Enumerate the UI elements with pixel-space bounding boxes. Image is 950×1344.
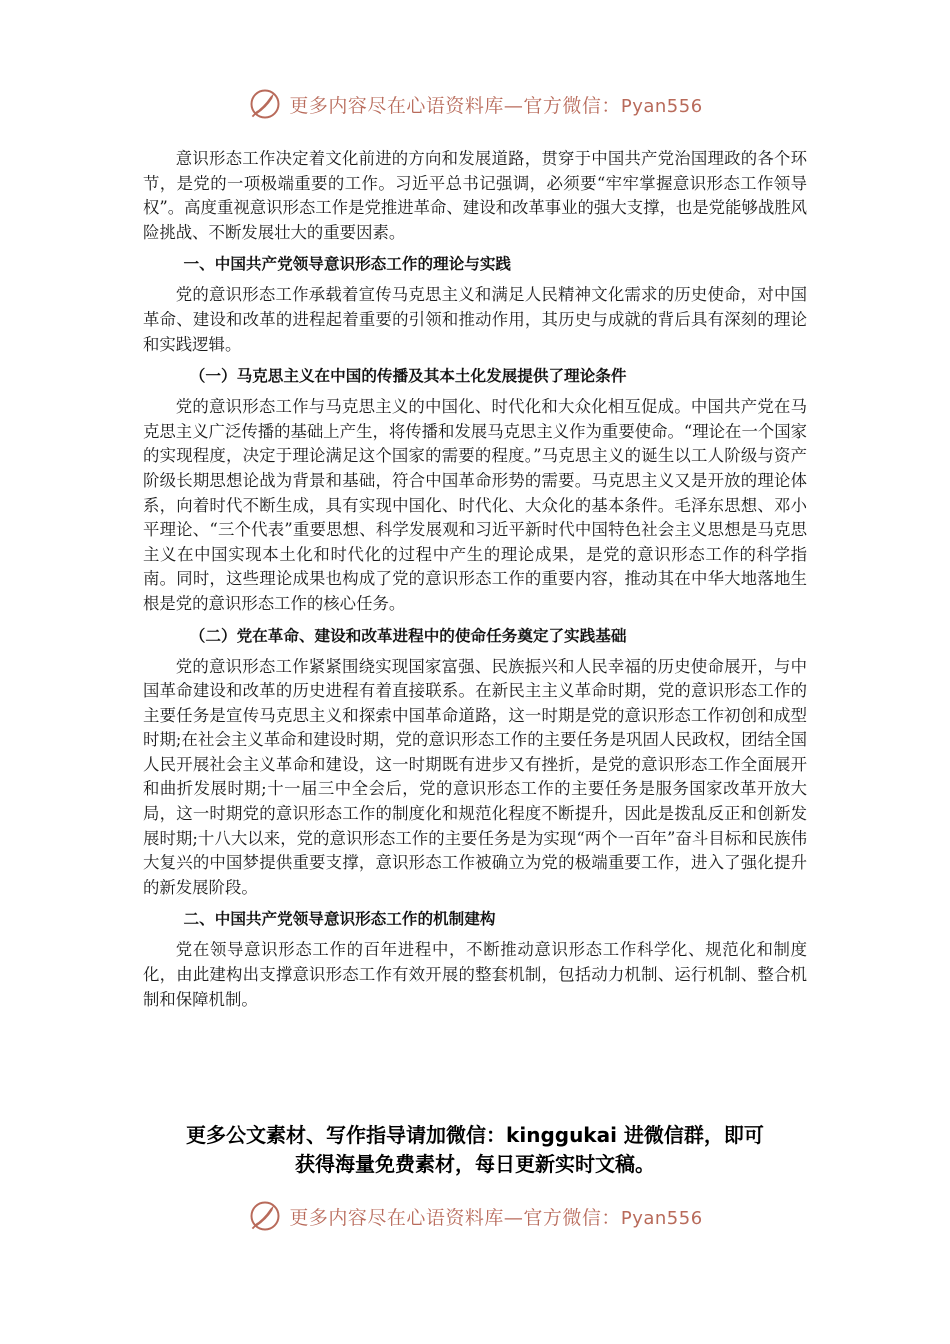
pen-logo-icon — [247, 1198, 283, 1234]
subsection-1-paragraph: 党的意识形态工作与马克思主义的中国化、时代化和大众化相互促成。中国共产党在马克思主义广泛传播的基础上产生，将传播和发展马克思主义作为重要使命。“理论在一个国家的实现程度，决定于理论满足这个国家的需要的程度。”马克思主义的诞生以工人阶级与资产阶级长期思想论战为背景和基础，符合中国革命形势的需要。马克思主义又是开放的理论体系，向着时代不断生成，具有实现中国化、时代化、大众化的基本条件。毛泽东思想、邓小平理论、“三个代表”重要思想、科学发展观和习近平新时代中国特色社会主义思想是马克思主义在中国实现本土化和时代化的过程中产生的理论成果，是党的意识形态工作的科学指南。同时，这些理论成果也构成了党的意识形态工作的重要内容，推动其在中华大地落地生根是党的意识形态工作的核心任务。 — [143, 397, 808, 613]
footer-watermark — [0, 1196, 950, 1236]
subsection-2-heading: （二）党在革命、建设和改革进程中的使命任务奠定了实践基础 — [189, 626, 627, 645]
document-body — [143, 147, 807, 1012]
watermark-wechat-id: Pyan556 — [620, 1207, 703, 1229]
subsection-1-heading: （一）马克思主义在中国的传播及其本土化发展提供了理论条件 — [189, 367, 627, 386]
section-2-paragraph: 党在领导意识形态工作的百年进程中，不断推动意识形态工作科学化、规范化和制度化，由此建构出支撑意识形态工作有效开展的整套机制，包括动力机制、运行机制、整合机制和保障机制。 — [143, 940, 807, 1009]
section-1-heading: 一、中国共产党领导意识形态工作的理论与实践 — [183, 255, 512, 274]
pen-logo-icon — [247, 86, 283, 122]
watermark-label: 更多内容尽在心语资料库—官方微信：Pyan556 — [289, 1206, 703, 1229]
section-2-heading: 二、中国共产党领导意识形态工作的机制建构 — [183, 910, 496, 929]
section-1-paragraph: 党的意识形态工作承载着宣传马克思主义和满足人民精神文化需求的历史使命，对中国革命、建设和改革的进程起着重要的引领和推动作用，其历史与成就的背后具有深刻的理论和实践逻辑。 — [143, 285, 807, 354]
promo-line-1: 更多公文素材、写作指导请加微信：kinggukai 进微信群，即可 — [186, 1123, 764, 1147]
header-watermark — [0, 84, 950, 124]
watermark-wechat-id: Pyan556 — [620, 95, 703, 117]
promo-line-2: 获得海量免费素材，每日更新实时文稿。 — [295, 1152, 655, 1176]
subsection-2-paragraph: 党的意识形态工作紧紧围绕实现国家富强、民族振兴和人民幸福的历史使命展开，与中国革命建设和改革的历史进程有着直接联系。在新民主主义革命时期，党的意识形态工作的主要任务是宣传马克思主义和探索中国革命道路，这一时期是党的意识形态工作初创和成型时期;在社会主义革命和建设时期，党的意识形态工作的主要任务是巩固人民政权，团结全国人民开展社会主义革命和建设，这一时期既有进步又有挫折，是党的意识形态工作全面展开和曲折发展时期;十一届三中全会后，党的意识形态工作的主要任务是服务国家改革开放大局，这一时期党的意识形态工作的制度化和规范化程度不断提升，因此是拨乱反正和创新发展时期;十八大以来，党的意识形态工作的主要任务是为实现“两个一百年”奋斗目标和民族伟大复兴的中国梦提供重要支撑，意识形态工作被确立为党的极端重要工作，进入了强化提升的新发展阶段。 — [143, 656, 807, 897]
promo-notice — [120, 1121, 830, 1179]
intro-paragraph: 意识形态工作决定着文化前进的方向和发展道路，贯穿于中国共产党治国理政的各个环节，是党的一项极端重要的工作。习近平总书记强调，必须要“牢牢掌握意识形态工作领导权”。高度重视意识形态工作是党推进革命、建设和改革事业的强大支撑，也是党能够战胜风险挑战、不断发展壮大的重要因素。 — [143, 149, 808, 242]
watermark-label: 更多内容尽在心语资料库—官方微信：Pyan556 — [289, 94, 703, 117]
